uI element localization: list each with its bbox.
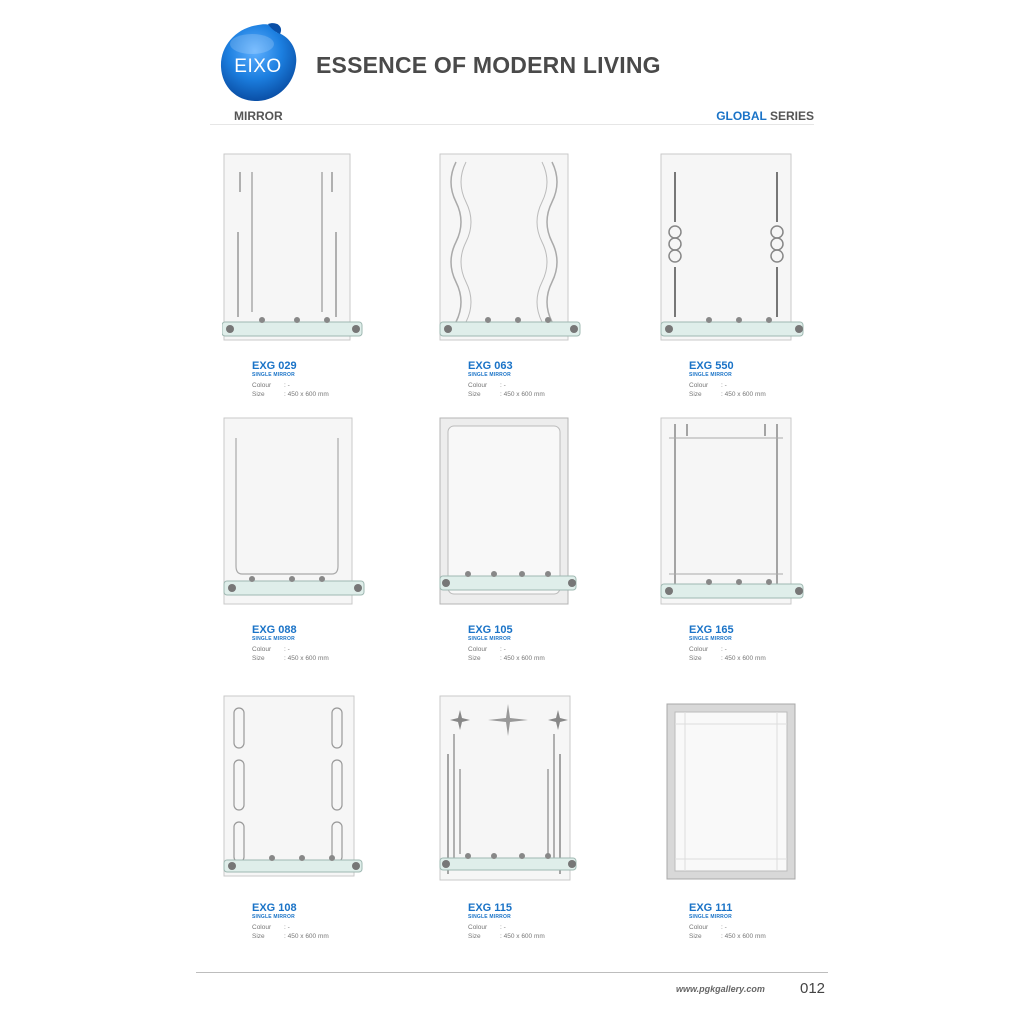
- footer-divider: [196, 972, 828, 973]
- size-value: : 450 x 600 mm: [721, 391, 766, 398]
- size-label: Size: [252, 391, 265, 398]
- size-label: Size: [468, 655, 481, 662]
- product-card-exg-111[interactable]: [659, 694, 849, 964]
- size-label: Size: [689, 391, 702, 398]
- size-value: : 450 x 600 mm: [284, 933, 329, 940]
- product-card-exg-165[interactable]: [659, 416, 849, 686]
- product-caption: [689, 361, 766, 399]
- product-code: EXG 029: [252, 360, 297, 372]
- mirror-image-exg-550: [659, 152, 809, 347]
- product-specs: [468, 923, 545, 941]
- product-caption: [689, 625, 766, 663]
- size-label: Size: [689, 655, 702, 662]
- product-specs: [689, 923, 766, 941]
- colour-value: : -: [284, 646, 290, 653]
- size-label: Size: [689, 933, 702, 940]
- product-type: SINGLE MIRROR: [252, 372, 295, 378]
- size-label: Size: [468, 391, 481, 398]
- colour-value: : -: [721, 382, 727, 389]
- mirror-image-exg-165: [659, 416, 809, 611]
- product-code: EXG 115: [468, 902, 513, 914]
- product-type: SINGLE MIRROR: [252, 914, 295, 920]
- product-type: SINGLE MIRROR: [689, 372, 732, 378]
- product-code: EXG 088: [252, 624, 297, 636]
- product-caption: [468, 361, 545, 399]
- series-suffix: SERIES: [766, 109, 814, 123]
- mirror-image-exg-063: [438, 152, 583, 347]
- colour-label: Colour: [689, 924, 709, 931]
- mirror-image-exg-105: [438, 416, 583, 611]
- header-divider: [210, 124, 814, 125]
- colour-label: Colour: [252, 924, 272, 931]
- product-type: SINGLE MIRROR: [689, 636, 732, 642]
- colour-value: : -: [284, 924, 290, 931]
- size-value: : 450 x 600 mm: [284, 391, 329, 398]
- colour-label: Colour: [689, 646, 709, 653]
- product-caption: [252, 903, 329, 941]
- product-code: EXG 111: [689, 902, 733, 914]
- product-caption: [252, 625, 329, 663]
- product-code: EXG 063: [468, 360, 513, 372]
- product-card-exg-108[interactable]: [222, 694, 412, 964]
- product-specs: [468, 381, 545, 399]
- size-value: : 450 x 600 mm: [500, 391, 545, 398]
- product-card-exg-088[interactable]: [222, 416, 412, 686]
- colour-label: Colour: [468, 924, 488, 931]
- size-value: : 450 x 600 mm: [500, 655, 545, 662]
- mirror-image-exg-111: [659, 694, 809, 884]
- colour-label: Colour: [252, 382, 272, 389]
- size-value: : 450 x 600 mm: [721, 933, 766, 940]
- product-card-exg-029[interactable]: [222, 152, 412, 422]
- series-accent: GLOBAL: [716, 109, 767, 123]
- product-type: SINGLE MIRROR: [689, 914, 732, 920]
- size-label: Size: [252, 655, 265, 662]
- product-card-exg-063[interactable]: [438, 152, 628, 422]
- product-specs: [252, 381, 329, 399]
- colour-value: : -: [721, 646, 727, 653]
- size-value: : 450 x 600 mm: [721, 655, 766, 662]
- product-specs: [689, 645, 766, 663]
- product-code: EXG 108: [252, 902, 297, 914]
- product-caption: [468, 625, 545, 663]
- size-label: Size: [468, 933, 481, 940]
- product-specs: [468, 645, 545, 663]
- product-code: EXG 165: [689, 624, 734, 636]
- product-code: EXG 105: [468, 624, 513, 636]
- colour-label: Colour: [468, 646, 488, 653]
- product-specs: [689, 381, 766, 399]
- product-caption: [468, 903, 545, 941]
- size-value: : 450 x 600 mm: [284, 655, 329, 662]
- colour-value: : -: [500, 382, 506, 389]
- size-label: Size: [252, 933, 265, 940]
- product-type: SINGLE MIRROR: [468, 372, 511, 378]
- colour-value: : -: [500, 924, 506, 931]
- svg-text:EIXO: EIXO: [234, 56, 282, 77]
- colour-value: : -: [500, 646, 506, 653]
- product-type: SINGLE MIRROR: [468, 636, 511, 642]
- mirror-image-exg-029: [222, 152, 367, 347]
- product-caption: [689, 903, 766, 941]
- colour-label: Colour: [468, 382, 488, 389]
- eixo-logo: [218, 22, 298, 104]
- product-specs: [252, 645, 329, 663]
- product-caption: [252, 361, 329, 399]
- colour-value: : -: [721, 924, 727, 931]
- mirror-image-exg-115: [438, 694, 583, 884]
- series-label: [716, 109, 814, 123]
- section-label: MIRROR: [234, 109, 283, 123]
- colour-label: Colour: [252, 646, 272, 653]
- mirror-image-exg-108: [222, 694, 367, 884]
- colour-label: Colour: [689, 382, 709, 389]
- product-code: EXG 550: [689, 360, 734, 372]
- colour-value: : -: [284, 382, 290, 389]
- size-value: : 450 x 600 mm: [500, 933, 545, 940]
- product-type: SINGLE MIRROR: [468, 914, 511, 920]
- footer-url[interactable]: www.pgkgallery.com: [676, 984, 765, 994]
- page-headline: ESSENCE OF MODERN LIVING: [316, 52, 661, 78]
- product-specs: [252, 923, 329, 941]
- product-card-exg-105[interactable]: [438, 416, 628, 686]
- page-number: 012: [800, 980, 826, 997]
- product-card-exg-115[interactable]: [438, 694, 628, 964]
- product-type: SINGLE MIRROR: [252, 636, 295, 642]
- mirror-image-exg-088: [222, 416, 367, 611]
- product-card-exg-550[interactable]: [659, 152, 849, 422]
